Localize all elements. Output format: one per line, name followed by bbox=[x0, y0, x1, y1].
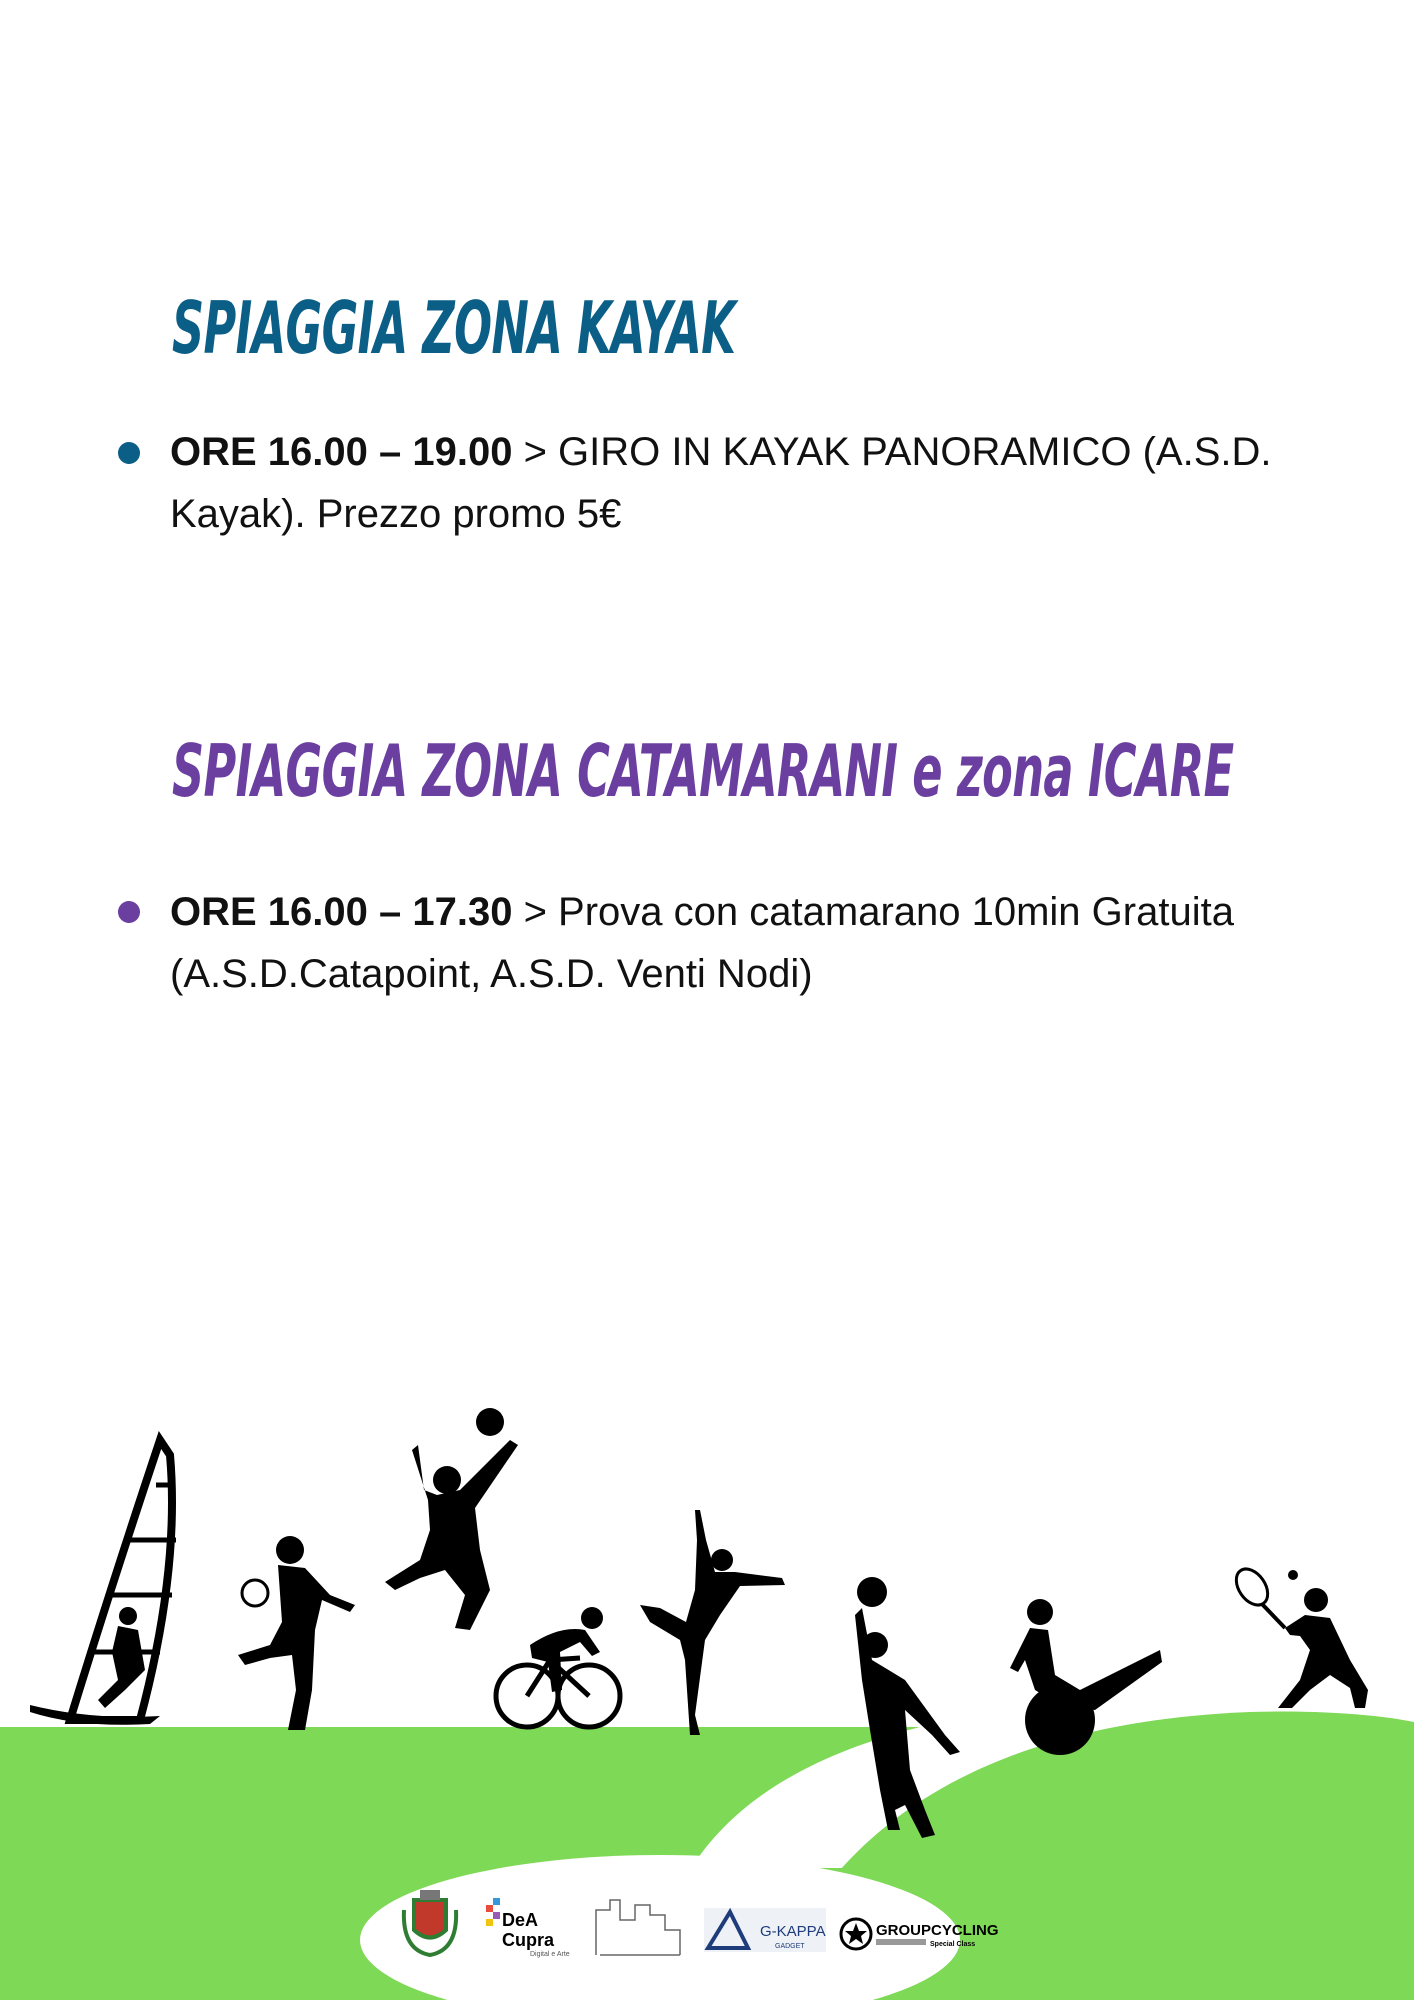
schedule-time: ORE 16.00 – 19.00 bbox=[170, 430, 513, 474]
sports-illustration bbox=[0, 1390, 1414, 2000]
dea-text-line1: DeA bbox=[502, 1910, 539, 1930]
gkappa-logo bbox=[704, 1908, 826, 1952]
groupcycling-text: GROUPCYCLING bbox=[876, 1922, 999, 1939]
cyclist-icon bbox=[496, 1607, 620, 1727]
dea-tagline: Digital e Arte bbox=[530, 1951, 570, 1958]
schedule-time: ORE 16.00 – 17.30 bbox=[170, 890, 513, 934]
bullet-catamarani bbox=[118, 901, 140, 923]
section-title-kayak: SPIAGGIA ZONA KAYAK bbox=[172, 286, 736, 370]
schedule-item-catamarani bbox=[170, 881, 1310, 1005]
dancer-icon bbox=[640, 1510, 785, 1735]
gkappa-subtext: GADGET bbox=[775, 1943, 805, 1950]
tennis-player-icon bbox=[1230, 1563, 1368, 1708]
schedule-description: > GIRO IN KAYAK PANORAMICO (A.S.D. Kayak). Prezzo promo 5€ bbox=[170, 430, 1272, 536]
dea-text-line2: Cupra bbox=[502, 1930, 555, 1950]
football-player-icon bbox=[238, 1536, 355, 1730]
schedule-item-kayak bbox=[170, 421, 1310, 545]
volleyball-player-icon bbox=[385, 1408, 518, 1630]
grass-hill-right bbox=[840, 1712, 1414, 1870]
section-title-catamarani: SPIAGGIA ZONA CATAMARANI e zona ICARE bbox=[172, 729, 1234, 813]
gkappa-text: G-KAPPA bbox=[760, 1923, 826, 1940]
groupcycling-subtext: Special Class bbox=[930, 1941, 976, 1948]
grass-hill-left bbox=[0, 1727, 920, 1870]
windsurfer-icon bbox=[30, 1440, 176, 1725]
schedule-description: > Prova con catamarano 10min Gratuita (A.S.D.Catapoint, A.S.D. Venti Nodi) bbox=[170, 890, 1234, 996]
bullet-kayak bbox=[118, 442, 140, 464]
